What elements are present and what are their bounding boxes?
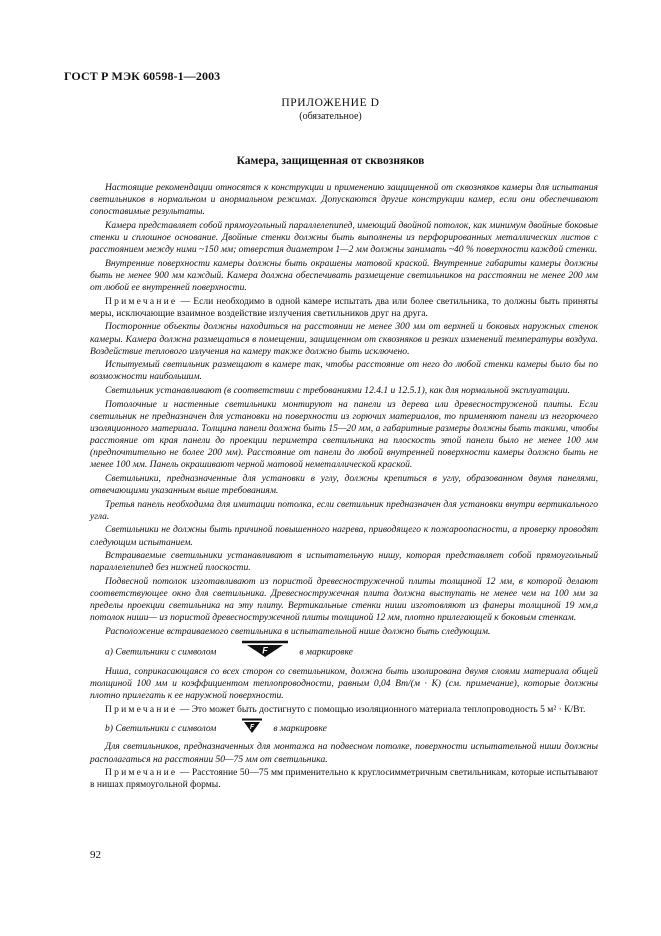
appendix-subtitle: (обязательное) xyxy=(299,111,362,122)
section-title: Камера, защищенная от сквозняков xyxy=(236,155,425,167)
paragraph: Камера представляет собой прямоугольный параллелепипед, имеющий двойной потолок, как минимум двойные боковые стенки и сплошное основание. Двойные стенки должны быть выполнены из перфорированных металлических листов с расстоянием между ними ~150 мм; отверстия диаметром 1—2 мм должны занимать ~40 % поверхности каждой стенки. xyxy=(90,219,598,256)
paragraph: Внутренние поверхности камеры должны быть окрашены матовой краской. Внутренние габариты камеры должны быть не менее 900 мм каждый. Камера должна обеспечивать размещение светильников на расстоянии не менее 200 мм от любой ее внутренней поверхности. xyxy=(90,257,598,293)
note-text: — Расстояние 50—75 мм применительно к круглосимметричным светильникам, которые испытывают в нишах прямоугольной формы. xyxy=(90,767,598,791)
item-a-suffix: в маркировке xyxy=(299,646,353,658)
standard-header: ГОСТ Р МЭК 60598-1—2003 xyxy=(64,69,221,83)
paragraph: Потолочные и настенные светильники монтируют на панели из дерева или древесноструженой плиты. Если светильник не предназначен для установки на поверхности из горючих материалов, то применяют панели из негорючего изоляционного материала. Толщина панели должна быть 15—20 мм, а габаритные размеры должны быть такими, чтобы расстояние от края панели до проекции периметра светильника на плоскость этой панели было не менее 100 мм (предпочтительно не более 200 мм). Расстояние от панели до любой внутренней поверхности камеры должно быть не менее 100 мм. Панель окрашивают черной матовой неметаллической краской. xyxy=(90,398,598,471)
paragraph: Подвесной потолок изготавливают из пористой древесностружечной плиты толщиной 12 мм, в которой делают соответствующее окно для светильника. Древесностружечная плита должна выступать не менее чем на 100 мм за пределы проекции светильника на эту плиту. Вертикальные стенки ниши изготовляют из фанеры толщиной 19 мм,а потолок ниши— из пористой древесностружечной плиты толщиной 12 мм, плотно прилегающей к боковым стенкам. xyxy=(90,576,598,624)
f-triangle-symbol-icon xyxy=(226,718,263,740)
body-text xyxy=(90,182,598,793)
note-paragraph xyxy=(90,296,598,320)
paragraph: Посторонние объекты должны находиться на расстоянии не менее 300 мм от верхней и боковых наружных стенок камеры. Камера должна размещаться в помещении, защищенном от сквозняков и резких изменений температуры воздуха. Воздействие теплового излучения на камеру также должно быть исключено. xyxy=(90,321,598,357)
paragraph: Ниша, соприкасающаяся со всех сторон со светильником, должна быть изолирована двумя слоями материала общей толщиной 100 мм и коэффициентом теплопроводности, равным 0,04 Вт/(м · К) (см. примечание), которые должны плотно прилегать к ее наружной поверхности. xyxy=(90,666,598,702)
paragraph: Третья панель необходима для имитации потолка, если светильник предназначен для установки внутри вертикального угла. xyxy=(90,498,598,522)
item-a-prefix: a) Светильники с символом xyxy=(105,646,217,658)
paragraph: Светильник устанавливают (в соответствии с требованиями 12.4.1 и 12.5.1), как для нормальной эксплуатации. xyxy=(105,385,570,397)
symbol-letter: F xyxy=(262,645,269,656)
paragraph: Настоящие рекомендации относятся к конструкции и применению защищенной от сквозняков камеры для испытания светильников в нормальном и анормальном режимах. Допускаются другие конструкции камер, если они обеспечивают сопоставимые результаты. xyxy=(90,182,598,218)
note-label: Примечание xyxy=(105,767,178,779)
page-number: 92 xyxy=(90,849,101,861)
paragraph: Расположение встраиваемого светильника в испытательной нише должно быть следующим. xyxy=(105,626,491,637)
paragraph: Испытуемый светильник размещают в камере так, чтобы расстояние от него до любой стенки камеры было бы по возможности наибольшим. xyxy=(90,359,598,383)
list-item-a xyxy=(90,640,598,665)
item-b-prefix: b) Светильники с символом xyxy=(105,723,217,735)
list-item-b xyxy=(90,718,598,740)
paragraph: Встраиваемые светильники устанавливают в испытательную нишу, которая представляет собой прямоугольный параллелепипед без нижней плоскости. xyxy=(90,550,598,574)
note-label: Примечание xyxy=(105,295,178,307)
item-b-suffix: в маркировке xyxy=(273,723,327,735)
note-text: — Это может быть достигнуто с помощью изоляционного материала теплопроводность 5 м² · К/Вт. xyxy=(177,704,586,716)
note-paragraph xyxy=(90,704,598,716)
note-label: Примечание xyxy=(105,704,178,716)
note-text: — Если необходимо в одной камере испытать два или более светильника, то должны быть приняты меры, исключающие взаимное воздействие излучения светильников друг на друга. xyxy=(90,295,598,319)
appendix-title: ПРИЛОЖЕНИЕ D xyxy=(281,97,380,109)
f-triangle-wide-symbol-icon xyxy=(226,640,289,665)
note-paragraph xyxy=(90,767,598,791)
paragraph: Светильники, предназначенные для установки в углу, должны крепиться в углу, образованном двумя панелями, отвечающими указанным выше требованиям. xyxy=(90,472,598,496)
paragraph: Светильники не должны быть причиной повышенного нагрева, приводящего к пожароопасности, а проверку проводят следующим испытанием. xyxy=(90,524,598,548)
paragraph: Для светильников, предназначенных для монтажа на подвесном потолке, поверхности испытательной ниши должны располагаться на расстоянии 50—75 мм от светильника. xyxy=(90,741,598,765)
symbol-letter: F xyxy=(250,723,255,731)
